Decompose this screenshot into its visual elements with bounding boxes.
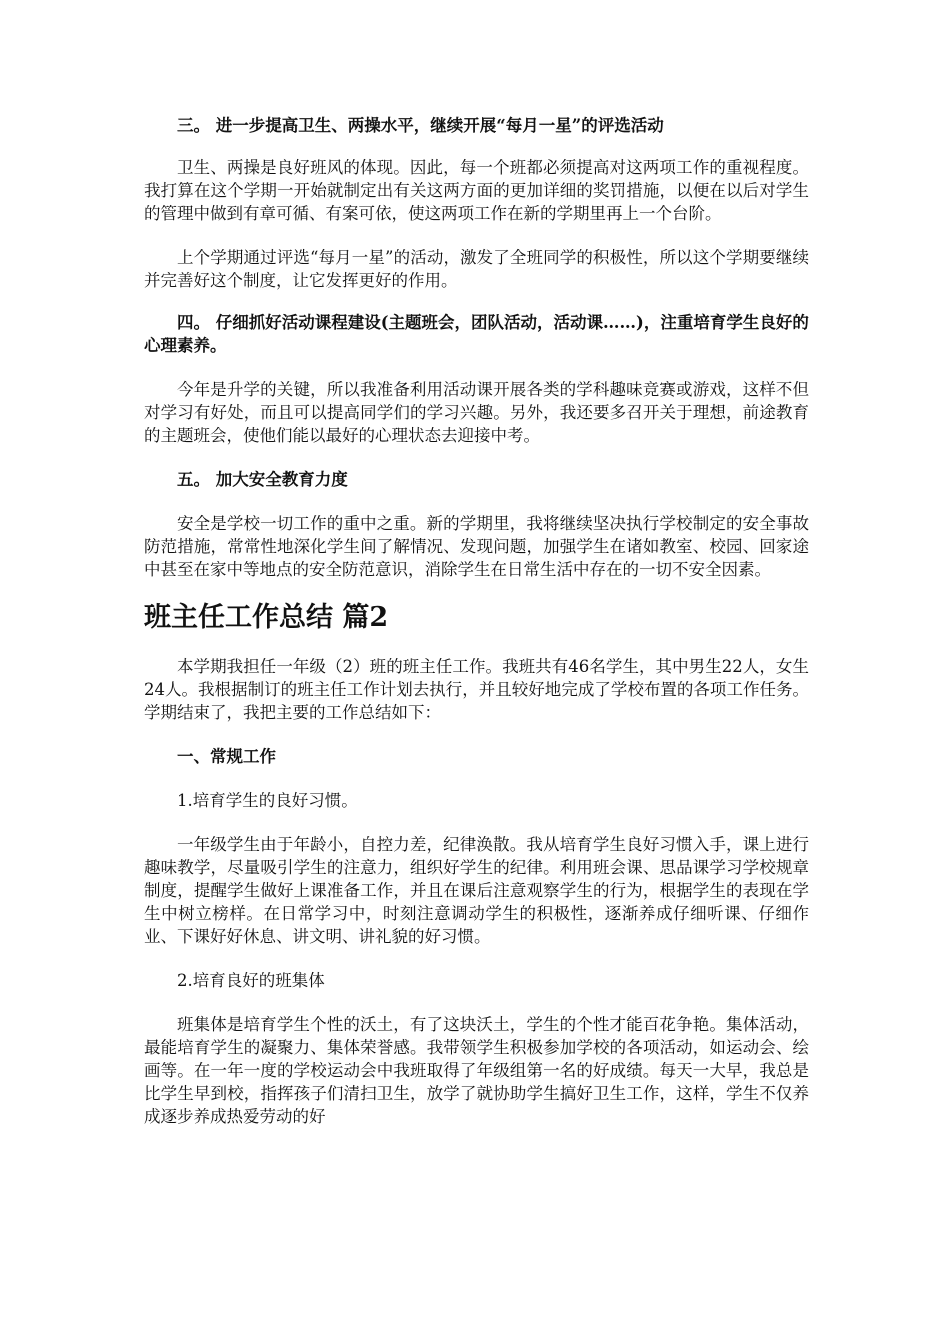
section-five-paragraph: 安全是学校一切工作的重中之重。新的学期里，我将继续坚决执行学校制定的安全事故防范措施，常常性地深化学生间了解情况、发现问题，加强学生在诸如教室、校园、回家途中甚至在家中等地点的安全防范意识，消除学生在日常生活中存在的一切不安全因素。 [144, 514, 809, 579]
item-two-heading: 2.培育良好的班集体 [177, 971, 325, 990]
section-four-paragraph: 今年是升学的关键，所以我准备利用活动课开展各类的学科趣味竞赛或游戏，这样不但对学习有好处，而且可以提高同学们的学习兴趣。另外，我还要多召开关于理想，前途教育的主题班会，使他们能以最好的心理状态去迎接中考。 [144, 380, 809, 445]
document-content [144, 114, 809, 1128]
section-three-paragraph: 卫生、两操是良好班风的体现。因此，每一个班都必须提高对这两项工作的重视程度。我打算在这个学期一开始就制定出有关这两方面的更加详细的奖罚措施，以便在以后对学生的管理中做到有章可循、有案可依，使这两项工作在新的学期里再上一个台阶。 [144, 158, 809, 223]
item-one-text: 一年级学生由于年龄小，自控力差，纪律涣散。我从培育学生良好习惯入手，课上进行趣味教学，尽量吸引学生的注意力，组织好学生的纪律。利用班会课、思品课学习学校规章制度，提醒学生做好上课准备工作，并且在课后注意观察学生的行为，根据学生的表现在学生中树立榜样。在日常学习中，时刻注意调动学生的积极性，逐渐养成仔细听课、仔细作业、下课好好休息、讲文明、讲礼貌的好习惯。 [144, 835, 809, 946]
section-three-heading: 三。 进一步提高卫生、两操水平，继续开展“每月一星”的评选活动 [177, 116, 664, 135]
section-four-heading: 四。 仔细抓好活动课程建设(主题班会，团队活动，活动课……)，注重培育学生良好的心理素养。 [144, 313, 809, 355]
article-two-intro: 本学期我担任一年级（2）班的班主任工作。我班共有46名学生，其中男生22人，女生24人。我根据制订的班主任工作计划去执行，并且较好地完成了学校布置的各项工作任务。学期结束了，我把主要的工作总结如下： [144, 657, 809, 722]
section-three-paragraph: 上个学期通过评选“每月一星”的活动，激发了全班同学的积极性，所以这个学期要继续并完善好这个制度，让它发挥更好的作用。 [144, 248, 809, 290]
item-two-text: 班集体是培育学生个性的沃土，有了这块沃土，学生的个性才能百花争艳。集体活动，最能培育学生的凝聚力、集体荣誉感。我带领学生积极参加学校的各项活动，如运动会、绘画等。在一年一度的学校运动会中我班取得了年级组第一名的好成绩。每天一大早，我总是比学生早到校，指挥孩子们清扫卫生，放学了就协助学生搞好卫生工作，这样，学生不仅养成逐步养成热爱劳动的好 [144, 1015, 809, 1126]
article-two-title: 班主任工作总结 篇2 [144, 602, 389, 633]
section-five-heading: 五。 加大安全教育力度 [177, 470, 348, 489]
item-one-heading: 1.培育学生的良好习惯。 [177, 791, 358, 810]
routine-work-heading: 一、常规工作 [177, 747, 276, 766]
